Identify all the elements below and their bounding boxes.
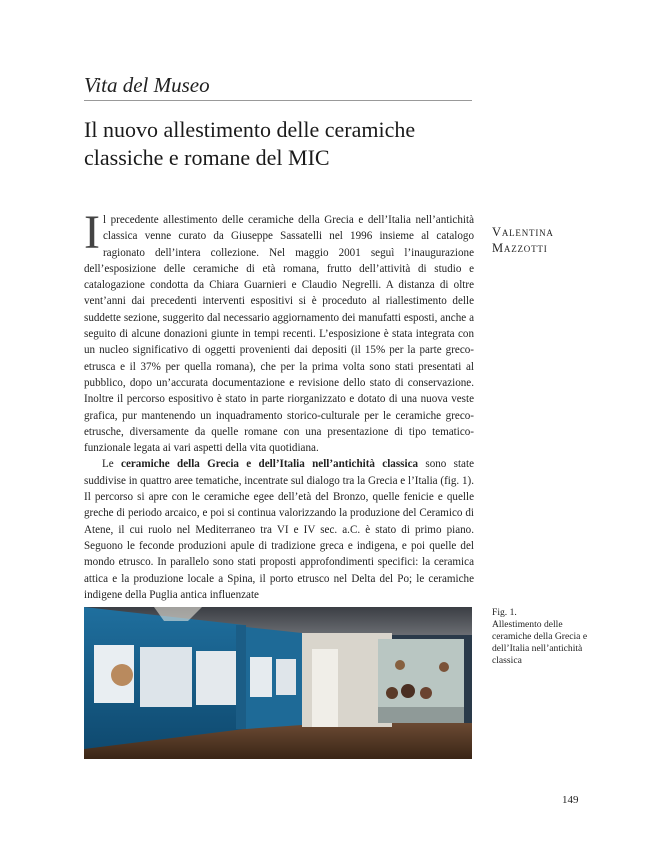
author-last-name: Mazzotti	[492, 241, 548, 255]
paragraph-1	[84, 206, 474, 456]
caption-label: Fig. 1.	[492, 607, 517, 618]
paragraph-2-text: sono state suddivise in quattro aree tematiche, incentrate sul dialogo tra la Grecia e l’Italia (fig. 1). Il percorso si apre con le ceramiche egee dell’età del Bronzo, quelle fenicie e quelle greche di periodo arcaico, e poi si continua valorizzando la produzione del Ceramico di Atene, il cui ruolo nel Mediterraneo tra VI e IV sec. a.C. è stato di primo piano. Seguono le feconde produzioni apule di tradizione greca e indigena, e poi quelle del mondo etrusco. In parallelo sono stati proposti approfondimenti specifici: la ceramica attica e la produzione locale a Spina, il porto etrusco nel Delta del Po; le ceramiche indigene della Puglia antica influenzate	[84, 458, 474, 601]
author-first-name: Valentina	[492, 225, 554, 239]
paragraph-1-text: l precedente allestimento delle ceramiche della Grecia e dell’Italia nell’antichità classica venne curato da Giuseppe Sassatelli nel 1996 insieme al catalogo ragionato dell’intera collezione. Nel maggio 2001 seguì l’inaugurazione dell’esposizione delle ceramiche di età romana, frutto dell’attività di studio e catalogazione condotta da Chiara Guarnieri e Claudio Negrelli. A distanza di oltre vent’anni dai precedenti interventi espositivi si è proceduto al riallestimento delle suddette sezione, suggerito dal necessario aggiornamento dei manufatti esposti, anche a seguito di alcune donazioni giunte in tempi recenti. L’esposizione è stata integrata con un nucleo significativo di oggetti provenienti dai depositi (il 15% per la parte greco-etrusca e il 37% per quella romana), che per la prima volta sono stati presentati al pubblico, dopo un’accurata documentazione e revisione dello stato di conservazione. Inoltre il percorso espositivo è stato in parte riorganizzato e dotato di una nuova veste grafica, pur mantenendo un inquadramento storico-culturale per le ceramiche greco-etrusche, diversamente da quelle romane con una presentazione di tipo tematico-funzionale legata ai vari aspetti della vita quotidiana.	[84, 214, 474, 455]
panel-5	[276, 659, 296, 695]
panel-4	[250, 657, 272, 697]
vase-2	[401, 684, 415, 698]
author-name	[492, 224, 602, 256]
vase-4	[439, 662, 449, 672]
figure-photo	[84, 607, 472, 759]
page-number: 149	[562, 794, 579, 806]
paragraph-2-bold: ceramiche della Grecia e dell’Italia nell’antichità classica	[121, 458, 419, 471]
header-rule	[84, 100, 472, 101]
caption-text: Allestimento delle ceramiche della Grecia e dell’Italia nell’antichità classica	[492, 619, 588, 666]
figure-caption	[492, 607, 592, 667]
title-line-2: classiche e romane del MIC	[84, 145, 330, 170]
section-heading: Vita del Museo	[84, 73, 210, 97]
column	[236, 625, 246, 729]
title-line-1: Il nuovo allestimento delle ceramiche	[84, 117, 416, 142]
drop-cap: I	[84, 206, 100, 259]
exhibition-photo	[84, 607, 472, 759]
article-body	[84, 206, 474, 603]
doorway	[312, 649, 338, 727]
panel-2	[140, 647, 192, 707]
panel-3	[196, 651, 236, 705]
paragraph-2-lead: Le	[102, 458, 122, 471]
paragraph-2	[84, 456, 474, 603]
case-base	[378, 707, 464, 723]
vase-5	[395, 660, 405, 670]
article-title	[84, 116, 484, 172]
vase-3	[420, 687, 432, 699]
map-detail	[111, 664, 133, 686]
vase-1	[386, 687, 398, 699]
